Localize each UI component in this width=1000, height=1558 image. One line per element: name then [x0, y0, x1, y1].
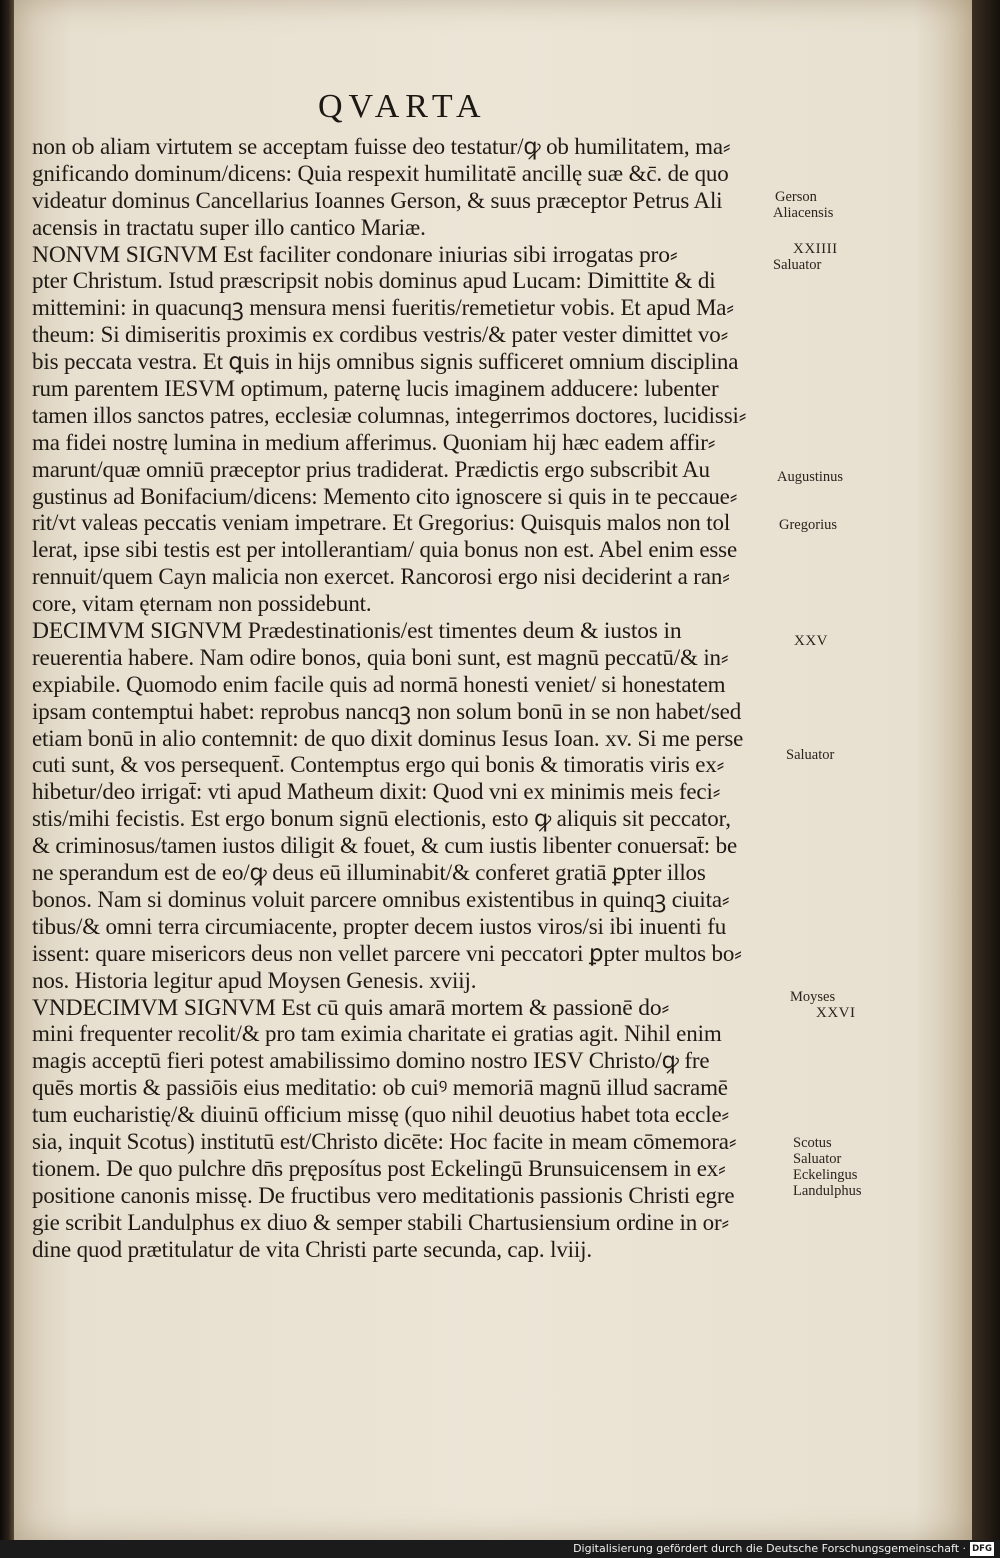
text-line: theum: Si dimiseritis proximis ex cordibus vestris/& pater vester dimittet vo⸗: [32, 322, 729, 348]
text-line: stis/mihi fecistis. Est ergo bonum signū electionis, esto ꝙ aliquis sit peccator,: [32, 806, 731, 832]
text-line: hibetur/deo irrigat̄: vti apud Matheum dixit: Quod vni ex minimis meis feci⸗: [32, 779, 721, 805]
margin-note-xxv: XXV: [794, 633, 828, 649]
text-line: ma fidei nostrę lumina in medium afferimus. Quoniam hij hæc eadem affir⸗: [32, 429, 716, 455]
text-line: rum parentem IESVM optimum, paternę lucis imaginem adducere: lubenter: [32, 376, 719, 402]
right-page-edge: [972, 0, 1000, 1540]
text-line: ipsam contemptui habet: reprobus nancqꝫ non solum bonū in se non habet/sed: [32, 698, 742, 724]
text-line: bis peccata vestra. Et ꝗuis in hijs omnibus signis sufficeret omnium disciplina: [32, 349, 739, 375]
text-line: magis acceptū fieri potest amabilissimo domino nostro IESV Christo/ꝙ fre: [32, 1048, 710, 1074]
text-line: marunt/quæ omniū præceptor prius tradiderat. Prædictis ergo subscribit Au: [32, 456, 710, 482]
text-line: reuerentia habere. Nam odire bonos, quia boni sunt, est magnū peccatū/& in⸗: [32, 644, 729, 670]
text-line: tibus/& omni terra circumiacente, propter decem iustos viros/si ibi inuenti fu: [32, 913, 727, 939]
text-line: gustinus ad Bonifacium/dicens: Memento cito ignoscere si quis in te peccaue⸗: [32, 483, 738, 509]
text-line: mini frequenter recolit/& pro tam eximia charitate ei gratias agit. Nihil enim: [32, 1021, 722, 1047]
text-line: bonos. Nam si dominus voluit parcere omnibus existentibus in quinqꝫ ciuita⸗: [32, 886, 730, 912]
text-line: positione canonis missę. De fructibus vero meditationis passionis Christi egre: [32, 1182, 735, 1208]
text-line: acensis in tractatu super illo cantico Mariæ.: [32, 214, 426, 240]
section-heading-line: DECIMVM SIGNVM Prædestinationis/est timentes deum & iustos in: [32, 618, 682, 645]
text-line: tionem. De quo pulchre dn̄s pręposítus post Eckelingū Brunsuicensem in ex⸗: [32, 1155, 726, 1181]
text-line: nos. Historia legitur apud Moysen Genesis. xviij.: [32, 967, 477, 993]
text-line: cuti sunt, & vos persequent̄. Contemptus ergo qui bonis & timoratis viris ex⸗: [32, 752, 725, 778]
text-line: videatur dominus Cancellarius Ioannes Gerson, & suus præceptor Petrus Ali: [32, 187, 723, 213]
text-line: tum eucharistię/& diuinū officium missę (quo nihil deuotius habet tota eccle⸗: [32, 1102, 730, 1128]
margin-note-aliacensis: Aliacensis: [773, 205, 834, 221]
text-line: mittemini: in quacunqꝫ mensura mensi fueritis/remetietur vobis. Et apud Ma⸗: [32, 295, 734, 321]
text-line: expiabile. Quomodo enim facile quis ad normā honesti veniet/ si honestatem: [32, 671, 726, 697]
margin-note-augustinus: Augustinus: [777, 469, 844, 485]
text-line: & criminosus/tamen iustos diligit & fouet, & cum iustis libenter conuersat̄: be: [32, 833, 738, 859]
margin-note-scotus: Scotus: [793, 1135, 832, 1151]
margin-note-saluator: Saluator: [786, 747, 835, 763]
dfg-logo: DFG: [970, 1542, 994, 1556]
footer-credit: Digitalisierung gefördert durch die Deutsche Forschungsgemeinschaft ·: [573, 1542, 966, 1555]
main-text-block: [32, 134, 774, 1263]
text-line: lerat, ipse sibi testis est per intollerantiam/ quia bonus non est. Abel enim esse: [32, 537, 738, 563]
margin-note-gregorius: Gregorius: [779, 517, 837, 533]
text-line: quēs mortis & passiōis eius meditatio: ob cuiꝰ memoriā magnū illud sacramē: [32, 1075, 728, 1101]
margin-note-landulphus: Landulphus: [793, 1183, 862, 1199]
text-line: non ob aliam virtutem se acceptam fuisse deo testatur/ꝙ ob humilitatem, ma⸗: [32, 134, 731, 159]
margin-note-saluator: Saluator: [773, 257, 822, 273]
text-line: gie scribit Landulphus ex diuo & semper stabili Chartusiensium ordine in or⸗: [32, 1209, 730, 1235]
margin-note-xxvi: XXVI: [816, 1005, 856, 1021]
text-line: core, vitam ęternam non possidebunt.: [32, 591, 372, 617]
text-line: tamen illos sanctos patres, ecclesiæ columnas, integerrimos doctores, lucidissi⸗: [32, 402, 747, 428]
text-line: pter Christum. Istud præscripsit nobis dominus apud Lucam: Dimittite & di: [32, 268, 716, 294]
left-binding-edge: [0, 0, 14, 1540]
text-line: rennuit/quem Cayn malicia non exercet. Rancorosi ergo nisi deciderint a ran⸗: [32, 564, 730, 590]
margin-note-gerson: Gerson: [775, 189, 817, 205]
text-line: sia, inquit Scotus) institutū est/Christo dicēte: Hoc facite in meam cōmemora⸗: [32, 1128, 737, 1154]
section-heading-line: NONVM SIGNVM Est faciliter condonare iniurias sibi irrogatas pro⸗: [32, 241, 678, 268]
running-header: QVARTA: [318, 88, 487, 125]
margin-note-eckelingus: Eckelingus: [793, 1167, 858, 1183]
margin-note-moyses: Moyses: [790, 989, 836, 1005]
margin-note-saluator: Saluator: [793, 1151, 842, 1167]
text-line: dine quod prætitulatur de vita Christi parte secunda, cap. lviij.: [32, 1236, 593, 1262]
section-heading-line: VNDECIMVM SIGNVM Est cū quis amarā mortem & passionē do⸗: [32, 994, 670, 1021]
text-line: gnificando dominum/dicens: Quia respexit humilitatē ancillę suæ &c̄. de quo: [32, 160, 729, 186]
text-line: rit/vt valeas peccatis veniam impetrare. Et Gregorius: Quisquis malos non tol: [32, 510, 731, 536]
text-line: etiam bonū in alio contemnit: de quo dixit dominus Iesus Ioan. xv. Si me perse: [32, 725, 744, 751]
text-line: issent: quare misericors deus non vellet parcere vni peccatori ꝑpter multos bo⸗: [32, 940, 742, 966]
margin-note-xxiiii: XXIIII: [793, 241, 838, 257]
text-line: ne sperandum est de eo/ꝙ deus eū illuminabit/& conferet gratiā ꝑpter illos: [32, 860, 706, 886]
